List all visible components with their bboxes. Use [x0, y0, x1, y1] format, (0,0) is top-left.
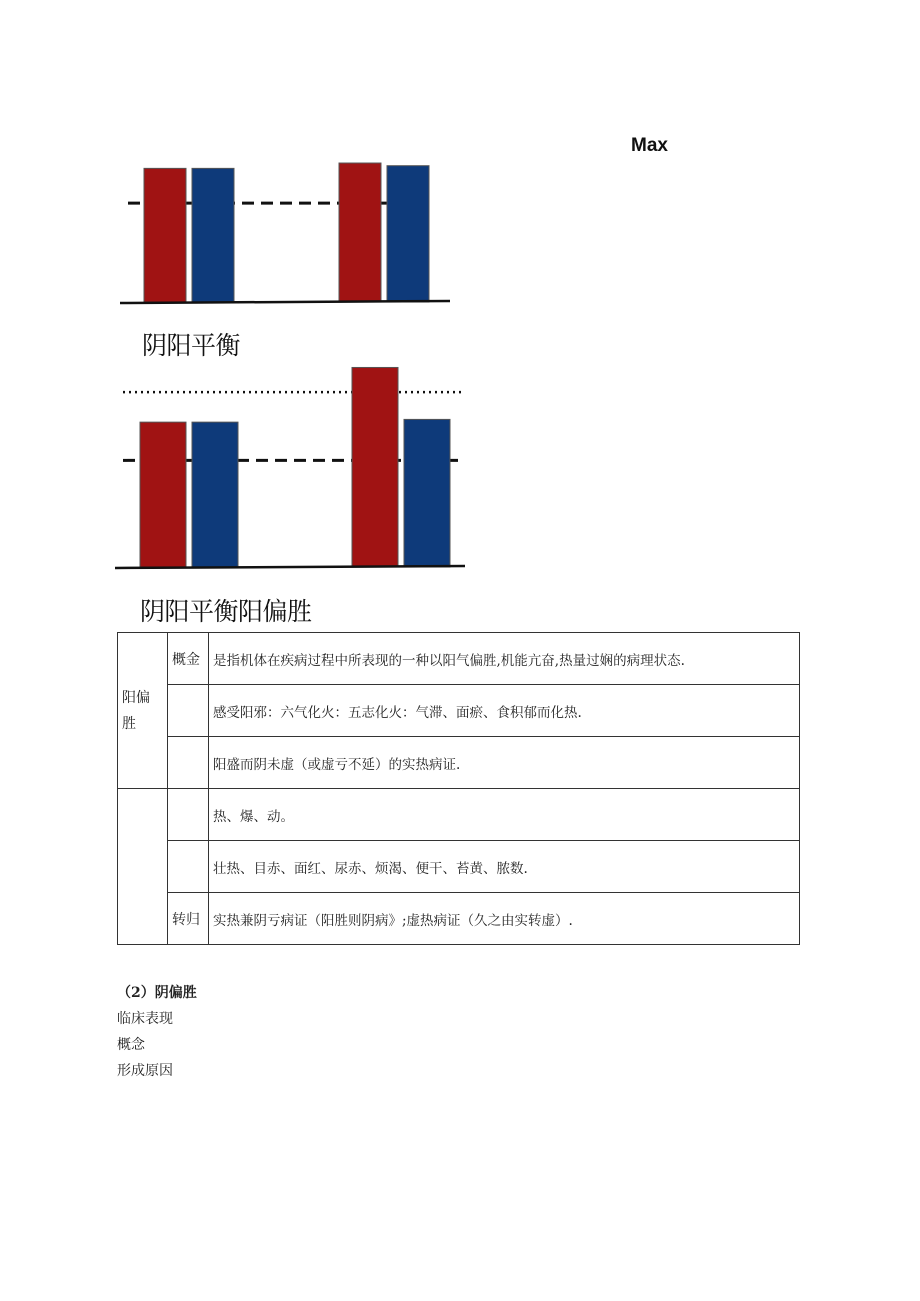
row-label	[168, 841, 209, 893]
group-label: 阳偏胜	[122, 689, 150, 732]
row-label: 转归	[168, 893, 209, 945]
notes-section	[117, 980, 197, 1084]
table-row	[118, 685, 800, 737]
table-row	[118, 633, 800, 685]
bar-阴-2	[192, 422, 238, 567]
chart-1-svg	[120, 148, 450, 308]
table-row	[118, 841, 800, 893]
row-label	[168, 737, 209, 789]
yang-excess-table	[117, 632, 800, 945]
notes-line: 临床表现	[117, 1011, 173, 1027]
max-label: Max	[631, 135, 668, 156]
chart-1-title: 阴阳平衡	[142, 331, 241, 360]
group-spacer	[118, 789, 168, 841]
notes-line: 概念	[117, 1037, 145, 1053]
row-content: 壮热、目赤、面红、尿赤、烦渴、便干、苔黄、脓数.	[209, 841, 800, 893]
chart-2-svg	[115, 362, 467, 576]
row-label: 概金	[168, 633, 209, 685]
bar-阳-2	[404, 419, 450, 567]
table-row	[118, 789, 800, 841]
chart-yang-excess	[115, 362, 467, 576]
row-content: 实热兼阴亏病证（阳胜则阴病》;虚热病证（久之由实转虚）.	[209, 893, 800, 945]
group-label-cell	[118, 633, 168, 789]
row-content: 是指机体在疾病过程中所表现的一种以阳气偏胜,机能亢奋,热量过娴的病理状态.	[209, 633, 800, 685]
chart-2-title: 阴阳平衡阳偏胜	[140, 597, 312, 626]
row-content: 阳盛而阴未虚（或虚亏不延）的实热病证.	[209, 737, 800, 789]
bar-阳-1	[352, 367, 398, 567]
group-spacer	[118, 893, 168, 945]
bar-阴-2	[192, 168, 234, 302]
row-label	[168, 685, 209, 737]
bar-阴-1	[144, 168, 186, 302]
row-label	[168, 789, 209, 841]
row-content: 热、爆、动。	[209, 789, 800, 841]
bar-阳-2	[387, 166, 429, 302]
bar-阴-1	[140, 422, 186, 567]
row-content: 感受阳邪：六气化火：五志化火：气滞、面瘀、食积郁而化热.	[209, 685, 800, 737]
notes-line: 形成原因	[117, 1063, 173, 1079]
group-spacer	[118, 841, 168, 893]
table-row	[118, 737, 800, 789]
table-row	[118, 893, 800, 945]
chart-yin-yang-balance	[120, 148, 450, 308]
notes-heading: （2）阴偏胜	[117, 985, 197, 1001]
bar-阳-1	[339, 163, 381, 302]
